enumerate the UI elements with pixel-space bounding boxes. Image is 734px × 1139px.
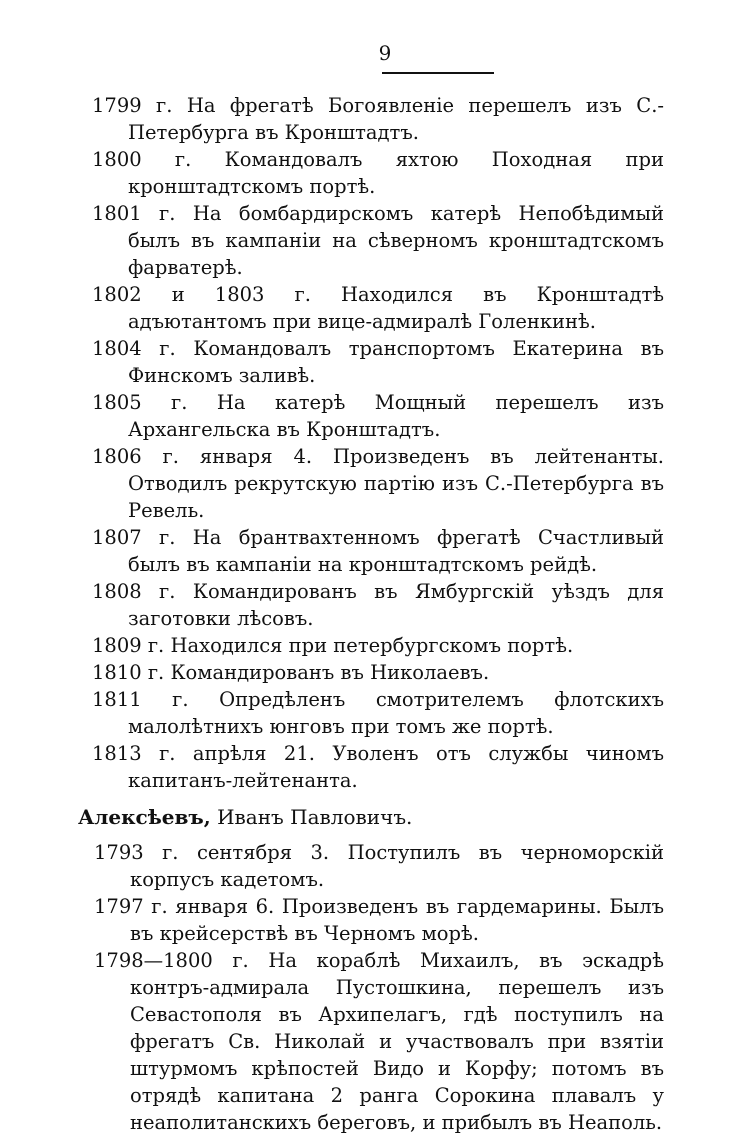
service-entry: [78, 524, 664, 578]
entry-date: 1802 и 1803 г.: [92, 283, 311, 306]
entry-text: На брантвахтенномъ фрегатѣ Счастливый былъ въ кампаніи на кронштадтскомъ рейдѣ.: [128, 526, 664, 576]
entry-date: 1793 г. сентября 3.: [94, 841, 330, 864]
entry-date: 1801 г.: [92, 202, 176, 225]
entry-text: Командированъ въ Ямбургскій уѣздъ для заготовки лѣсовъ.: [128, 580, 664, 630]
entry-date: 1807 г.: [92, 526, 176, 549]
entry-text: Командированъ въ Николаевъ.: [170, 661, 490, 684]
entry-text: На фрегатѣ Богоявленіе перешелъ изъ С.-Петербурга въ Кронштадтъ.: [128, 94, 664, 144]
service-entry: [78, 92, 664, 146]
entry-text: Находился въ Кронштадтѣ адъютантомъ при вице-адмиралѣ Голенкинѣ.: [128, 283, 665, 333]
service-entry: [78, 893, 664, 947]
service-entry: [78, 443, 664, 524]
entry-date: 1809 г.: [92, 634, 165, 657]
service-entry: [78, 281, 664, 335]
person-given-names: Иванъ Павловичъ.: [217, 805, 413, 829]
entry-text: Произведенъ въ гардемарины. Былъ въ крейсерствѣ въ Черномъ морѣ.: [130, 895, 664, 945]
entry-text: Опредѣленъ смотрителемъ флотскихъ малолѣтнихъ юнговъ при томъ же портѣ.: [128, 688, 664, 738]
service-entry: [78, 947, 664, 1136]
entry-date: 1813 г. апрѣля 21.: [92, 742, 315, 765]
entry-date: 1800 г.: [92, 148, 192, 171]
service-entry: [78, 335, 664, 389]
entry-text: На кораблѣ Михаилъ, въ эскадрѣ контръ-адмирала Пустошкина, перешелъ изъ Севастополя въ Архипелагъ, гдѣ поступилъ на фрегатъ Св. Николай и участвовалъ при взятіи штурмомъ крѣпостей Видо и Корфу; потомъ въ отрядѣ капитана 2 ранга Сорокина плавалъ у неаполитанскихъ береговъ, и прибылъ въ Неаполь.: [130, 949, 664, 1134]
service-entry: [78, 389, 664, 443]
entry-date: 1811 г.: [92, 688, 189, 711]
section-gap: [78, 794, 664, 804]
entry-date: 1804 г.: [92, 337, 176, 360]
entry-text: Находился при петербургскомъ портѣ.: [170, 634, 574, 657]
entry-text: Произведенъ въ лейтенанты. Отводилъ рекрутскую партію изъ С.-Петербурга въ Ревель.: [128, 445, 664, 522]
person-heading: [78, 804, 664, 831]
service-entry: [78, 686, 664, 740]
entry-date: 1805 г.: [92, 391, 188, 414]
service-entry: [78, 578, 664, 632]
service-entry: [78, 146, 664, 200]
service-record-list: [78, 839, 664, 1136]
service-entry: [78, 632, 664, 659]
person-surname: Алексѣевъ,: [78, 805, 211, 829]
entry-date: 1810 г.: [92, 661, 165, 684]
service-record-list: [78, 92, 664, 794]
entry-date: 1797 г. января 6.: [94, 895, 275, 918]
entry-date: 1806 г. января 4.: [92, 445, 313, 468]
entry-text: На бомбардирскомъ катерѣ Непобѣдимый былъ въ кампаніи на сѣверномъ кронштадтскомъ фарватерѣ.: [128, 202, 664, 279]
page-number: 9: [378, 41, 392, 65]
entry-text: Поступилъ въ черноморскій корпусъ кадетомъ.: [130, 841, 664, 891]
entry-text: Уволенъ отъ службы чиномъ капитанъ-лейтенанта.: [128, 742, 665, 792]
entry-text: Командовалъ яхтою Походная при кронштадтскомъ портѣ.: [128, 148, 664, 198]
service-entry: [78, 740, 664, 794]
entry-text: На катерѣ Мощный перешелъ изъ Архангельска въ Кронштадтъ.: [128, 391, 664, 441]
entry-date: 1799 г.: [92, 94, 173, 117]
entry-text: Командовалъ транспортомъ Екатерина въ Финскомъ заливѣ.: [128, 337, 664, 387]
entry-date: 1798—1800 г.: [94, 949, 249, 972]
service-entry: [78, 659, 664, 686]
header-rule: [382, 72, 494, 74]
entry-date: 1808 г.: [92, 580, 176, 603]
service-entry: [78, 200, 664, 281]
service-entry: [78, 839, 664, 893]
